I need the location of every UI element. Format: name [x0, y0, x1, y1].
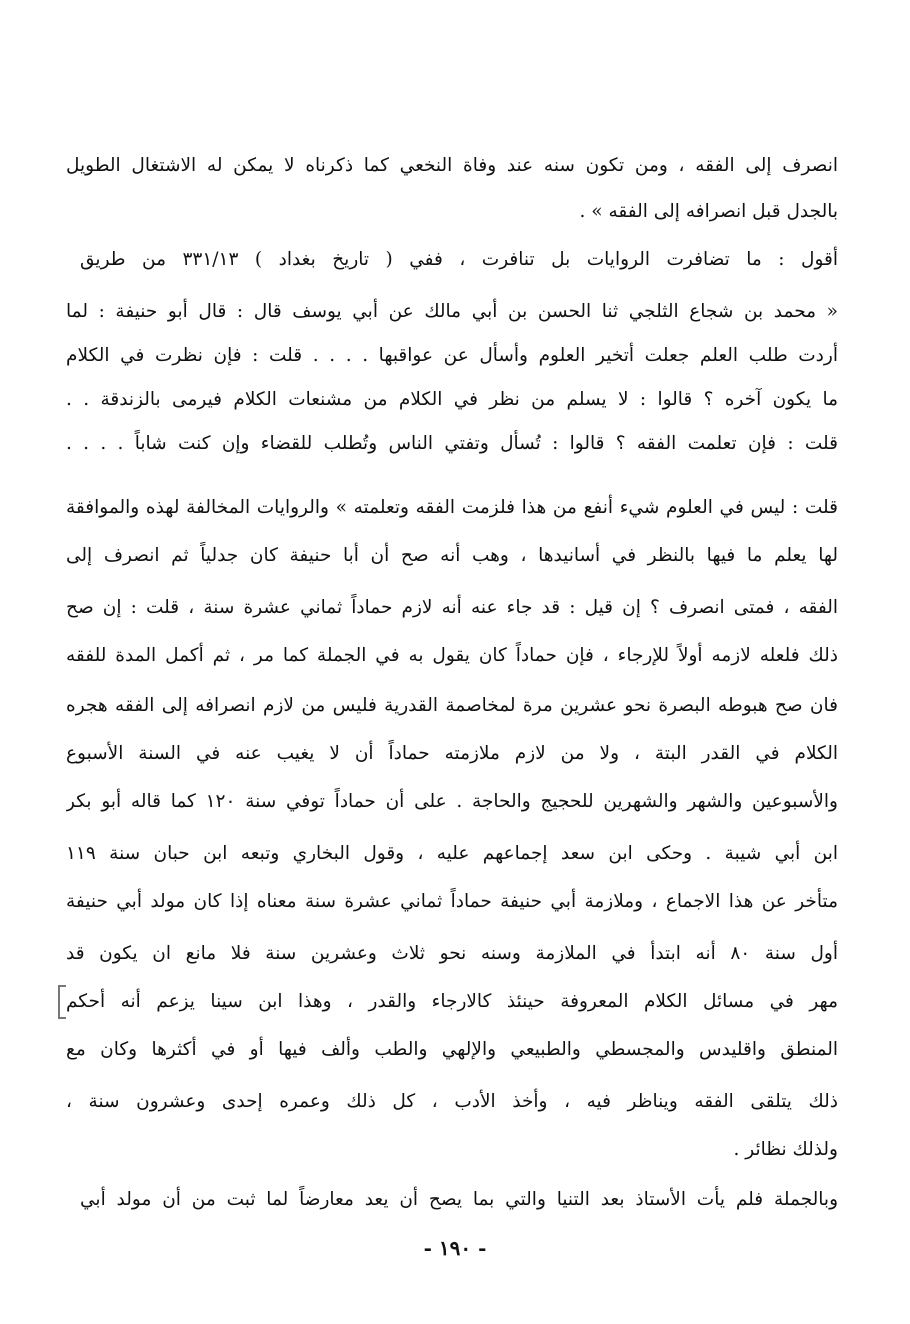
page-number: - ١٩٠ -	[423, 1236, 487, 1260]
text-line-15: ابن أبي شيبة . وحكى ابن سعد إجماعهم عليه ، وقول البخاري وتبعه ابن حبان سنة ١١٩	[66, 843, 838, 864]
text-line-10: الفقه ، فمتى انصرف ؟ إن قيل : قد جاء عنه أنه لازم حماداً ثماني عشرة سنة ، قلت : إن صح	[66, 597, 838, 618]
text-line-16: متأخر عن هذا الاجماع ، وملازمة أبي حنيفة حماداً ثماني عشرة سنة معناه إذا كان مولد أبي حنيفة	[66, 891, 838, 912]
text-line-3: أقول : ما تضافرت الروايات بل تنافرت ، ففي ( تاريخ بغداد ) ٣٣١/١٣ من طريق	[80, 249, 838, 270]
text-line-14: والأسبوعين والشهر والشهرين للحجيج والحاجة . على أن حماداً توفي سنة ١٢٠ كما قاله أبو بكر	[66, 791, 838, 812]
text-line-22: وبالجملة فلم يأت الأستاذ بعد التنيا والتي بما يصح أن يعد معارضاً لما ثبت من أن مولد أبي	[80, 1189, 838, 1210]
text-line-19: المنطق واقليدس والمجسطي والطبيعي والإلهي والطب وألف فيها أو في أكثرها وكان مع	[66, 1039, 838, 1060]
text-line-6: ما يكون آخره ؟ قالوا : لا يسلم من نظر في الكلام من مشنعات الكلام فيرمى بالزندقة . .	[66, 389, 838, 410]
text-line-17: أول سنة ٨٠ أنه ابتدأ في الملازمة وسنه نحو ثلاث وعشرين سنة فلا مانع ان يكون قد	[66, 943, 838, 964]
text-line-5: أردت طلب العلم جعلت أتخير العلوم وأسأل عن عواقبها . . . . قلت : فإن نظرت في الكلام	[66, 345, 838, 366]
text-line-20: ذلك يتلقى الفقه ويناظر فيه ، وأخذ الأدب ، كل ذلك وعمره إحدى وعشرون سنة ،	[66, 1091, 838, 1112]
text-line-4: « محمد بن شجاع الثلجي ثنا الحسن بن أبي مالك عن أبي يوسف قال : قال أبو حنيفة : لما	[66, 301, 838, 322]
text-line-18: مهر في مسائل الكلام المعروفة حينئذ كالارجاء والقدر ، وهذا ابن سينا يزعم أنه أحكم	[66, 991, 838, 1012]
text-line-1: انصرف إلى الفقه ، ومن تكون سنه عند وفاة النخعي كما ذكرناه لا يمكن له الاشتغال الطويل	[66, 155, 838, 176]
text-line-11: ذلك فلعله لازمه أولاً للإرجاء ، فإن حماداً كان يقول به في الجملة كما مر ، ثم أكمل المدة للفقه	[66, 645, 838, 666]
text-line-13: الكلام في القدر البتة ، ولا من لازم ملازمته حماداً أن لا يغيب عنه في السنة الأسبوع	[66, 743, 838, 764]
text-line-7: قلت : فإن تعلمت الفقه ؟ قالوا : تُسأل وتفتي الناس وتُطلب للقضاء وإن كنت شاباً . . . .	[66, 433, 838, 454]
text-line-9: لها يعلم ما فيها بالنظر في أسانيدها ، وهب أنه صح أن أبا حنيفة كان جدلياً ثم انصرف إلى	[66, 545, 838, 566]
text-line-21: ولذلك نظائر .	[733, 1139, 838, 1160]
margin-bracket-mark	[58, 985, 66, 1019]
text-line-2: بالجدل قبل انصرافه إلى الفقه » .	[579, 201, 838, 222]
text-line-8: قلت : ليس في العلوم شيء أنفع من هذا فلزمت الفقه وتعلمته » والروايات المخالفة لهذه والموافقة	[66, 497, 838, 518]
text-line-12: فان صح هبوطه البصرة نحو عشرين مرة لمخاصمة القدرية فليس من لازم انصرافه إلى الفقه هجره	[66, 695, 838, 716]
